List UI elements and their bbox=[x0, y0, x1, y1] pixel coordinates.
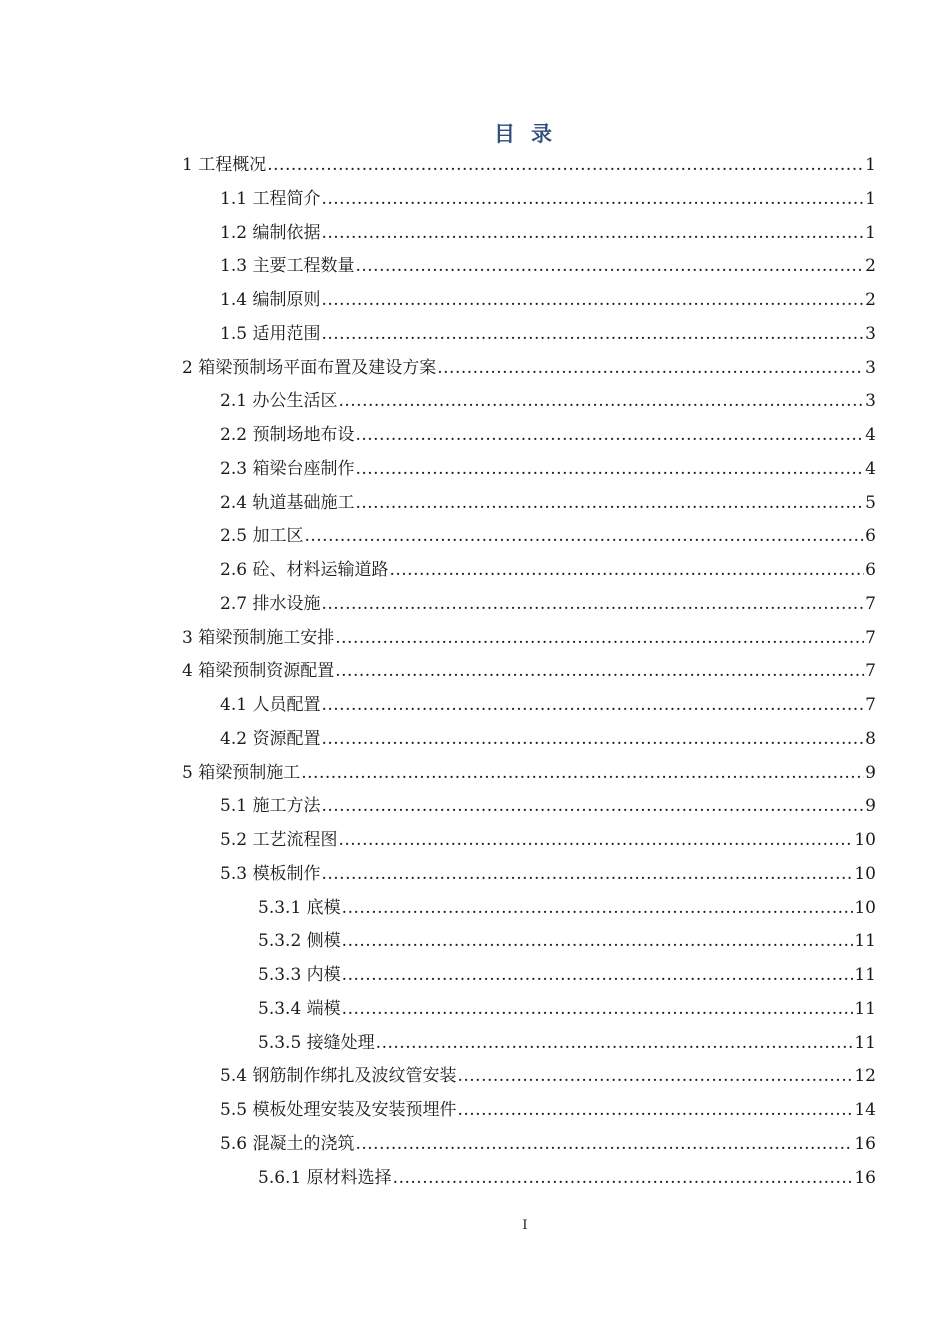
toc-entry[interactable] bbox=[182, 993, 876, 1027]
toc-entry[interactable] bbox=[182, 183, 876, 217]
toc-entry-page: 5 bbox=[865, 492, 876, 513]
toc-entry[interactable] bbox=[182, 149, 876, 183]
toc-entry-text: 5.3.3 内模 bbox=[258, 965, 341, 985]
toc-dot-leader bbox=[437, 352, 864, 386]
toc-entry-page: 3 bbox=[865, 391, 876, 412]
toc-dot-leader bbox=[321, 217, 864, 251]
toc-dot-leader bbox=[342, 993, 854, 1027]
toc-entry[interactable] bbox=[182, 385, 876, 419]
toc-entry-text: 5.1 施工方法 bbox=[220, 796, 321, 817]
toc-dot-leader bbox=[342, 892, 854, 926]
toc-entry-page: 1 bbox=[865, 222, 876, 243]
toc-entry-page: 7 bbox=[865, 661, 876, 682]
toc-entry[interactable] bbox=[182, 419, 876, 453]
toc-entry[interactable] bbox=[182, 554, 876, 588]
toc-entry[interactable] bbox=[182, 453, 876, 487]
toc-entry[interactable] bbox=[182, 925, 876, 959]
toc-entry[interactable] bbox=[182, 959, 876, 993]
toc-entry[interactable] bbox=[182, 284, 876, 318]
toc-dot-leader bbox=[321, 689, 864, 723]
toc-entry-page: 7 bbox=[865, 593, 876, 614]
toc-dot-leader bbox=[393, 1162, 854, 1196]
toc-entry-text: 1.4 编制原则 bbox=[220, 290, 321, 310]
toc-entry-page: 6 bbox=[865, 560, 876, 580]
page-number: I bbox=[522, 1218, 528, 1233]
toc-title: 目录 bbox=[494, 122, 568, 146]
toc-entry[interactable] bbox=[182, 352, 876, 386]
toc-entry-text: 2.3 箱梁台座制作 bbox=[220, 458, 355, 479]
toc-entry-text: 1 工程概况 bbox=[182, 155, 267, 175]
toc-entry[interactable] bbox=[182, 858, 876, 892]
toc-dot-leader bbox=[355, 453, 864, 487]
toc-entry-text: 2.5 加工区 bbox=[220, 526, 304, 547]
toc-entry-page: 11 bbox=[854, 1032, 876, 1053]
toc-dot-leader bbox=[321, 318, 864, 352]
toc-entry[interactable] bbox=[182, 757, 876, 791]
toc-dot-leader bbox=[321, 858, 853, 892]
toc-entry-page: 10 bbox=[854, 830, 876, 850]
toc-entry-page: 6 bbox=[865, 526, 876, 547]
toc-dot-leader bbox=[301, 757, 864, 791]
toc-dot-leader bbox=[335, 655, 864, 689]
toc-entry-text: 5.6.1 原材料选择 bbox=[258, 1167, 392, 1188]
toc-entry-page: 7 bbox=[865, 627, 876, 648]
toc-entry-page: 8 bbox=[865, 728, 876, 749]
toc-entry-text: 5.3.4 端模 bbox=[258, 998, 341, 1019]
toc-dot-leader bbox=[355, 250, 864, 284]
toc-entry-page: 1 bbox=[865, 188, 876, 209]
toc-entry-page: 9 bbox=[865, 796, 876, 817]
toc-entry-text: 5.3.2 侧模 bbox=[258, 931, 341, 952]
toc-entry-text: 2.4 轨道基础施工 bbox=[220, 492, 355, 513]
toc-entry-text: 4.1 人员配置 bbox=[220, 695, 321, 715]
toc-entry-text: 2 箱梁预制场平面布置及建设方案 bbox=[182, 357, 437, 378]
toc-entry-page: 4 bbox=[865, 425, 876, 445]
toc-entry[interactable] bbox=[182, 1162, 876, 1196]
toc-dot-leader bbox=[321, 588, 864, 622]
toc-entry-text: 2.1 办公生活区 bbox=[220, 391, 338, 412]
toc-entry-text: 5.2 工艺流程图 bbox=[220, 830, 338, 850]
toc-entry-text: 3 箱梁预制施工安排 bbox=[182, 627, 335, 648]
toc-entry-page: 3 bbox=[865, 357, 876, 378]
toc-entry-text: 1.2 编制依据 bbox=[220, 222, 321, 243]
toc-dot-leader bbox=[342, 959, 854, 993]
toc-dot-leader bbox=[267, 149, 864, 183]
toc-dot-leader bbox=[457, 1060, 853, 1094]
toc-entry[interactable] bbox=[182, 250, 876, 284]
toc-entry[interactable] bbox=[182, 790, 876, 824]
toc-dot-leader bbox=[335, 622, 864, 656]
toc-dot-leader bbox=[321, 790, 864, 824]
toc-list bbox=[182, 149, 876, 1195]
toc-entry[interactable] bbox=[182, 1027, 876, 1061]
toc-entry-page: 11 bbox=[854, 931, 876, 952]
toc-entry-page: 9 bbox=[865, 762, 876, 783]
toc-dot-leader bbox=[457, 1094, 853, 1128]
toc-entry-page: 11 bbox=[854, 965, 876, 985]
toc-entry-page: 10 bbox=[854, 863, 876, 884]
toc-entry[interactable] bbox=[182, 588, 876, 622]
toc-dot-leader bbox=[355, 419, 864, 453]
toc-entry-text: 2.2 预制场地布设 bbox=[220, 425, 355, 445]
toc-entry[interactable] bbox=[182, 1094, 876, 1128]
toc-dot-leader bbox=[376, 1027, 854, 1061]
toc-dot-leader bbox=[321, 723, 864, 757]
toc-entry-page: 14 bbox=[854, 1100, 876, 1120]
toc-dot-leader bbox=[342, 925, 854, 959]
toc-dot-leader bbox=[355, 1128, 853, 1162]
toc-entry[interactable] bbox=[182, 1128, 876, 1162]
toc-entry-text: 5.3.5 接缝处理 bbox=[258, 1032, 375, 1053]
toc-entry-page: 1 bbox=[865, 155, 876, 175]
toc-dot-leader bbox=[338, 385, 864, 419]
toc-entry-text: 5.3 模板制作 bbox=[220, 863, 321, 884]
toc-entry-page: 10 bbox=[854, 897, 876, 918]
toc-dot-leader bbox=[304, 520, 864, 554]
toc-entry-page: 2 bbox=[865, 256, 876, 277]
toc-entry[interactable] bbox=[182, 622, 876, 656]
toc-entry-text: 4.2 资源配置 bbox=[220, 728, 321, 749]
toc-entry[interactable] bbox=[182, 487, 876, 521]
toc-entry[interactable] bbox=[182, 689, 876, 723]
toc-entry-text: 2.7 排水设施 bbox=[220, 593, 321, 614]
toc-entry-page: 16 bbox=[854, 1167, 876, 1188]
toc-dot-leader bbox=[321, 284, 864, 318]
toc-entry-page: 11 bbox=[854, 998, 876, 1019]
toc-entry[interactable] bbox=[182, 520, 876, 554]
toc-entry-text: 1.3 主要工程数量 bbox=[220, 256, 355, 277]
toc-dot-leader bbox=[338, 824, 853, 858]
toc-entry-text: 4 箱梁预制资源配置 bbox=[182, 661, 335, 682]
toc-entry[interactable] bbox=[182, 892, 876, 926]
toc-entry-page: 4 bbox=[865, 458, 876, 479]
toc-entry-page: 2 bbox=[865, 290, 876, 310]
toc-entry-page: 3 bbox=[865, 323, 876, 344]
toc-entry[interactable] bbox=[182, 655, 876, 689]
toc-entry[interactable] bbox=[182, 1060, 876, 1094]
toc-entry-text: 1.5 适用范围 bbox=[220, 323, 321, 344]
toc-entry[interactable] bbox=[182, 723, 876, 757]
toc-entry-page: 16 bbox=[854, 1133, 876, 1154]
toc-entry-page: 7 bbox=[865, 695, 876, 715]
toc-entry[interactable] bbox=[182, 824, 876, 858]
toc-entry-page: 12 bbox=[854, 1066, 876, 1087]
toc-entry-text: 5.5 模板处理安装及安装预埋件 bbox=[220, 1100, 457, 1120]
toc-dot-leader bbox=[355, 487, 864, 521]
toc-entry-text: 5.6 混凝土的浇筑 bbox=[220, 1133, 355, 1154]
toc-dot-leader bbox=[321, 183, 864, 217]
toc-entry[interactable] bbox=[182, 217, 876, 251]
toc-entry-text: 1.1 工程简介 bbox=[220, 188, 321, 209]
toc-entry[interactable] bbox=[182, 318, 876, 352]
toc-entry-text: 2.6 砼、材料运输道路 bbox=[220, 560, 389, 580]
toc-entry-text: 5 箱梁预制施工 bbox=[182, 762, 301, 783]
toc-entry-text: 5.4 钢筋制作绑扎及波纹管安装 bbox=[220, 1066, 457, 1087]
toc-entry-text: 5.3.1 底模 bbox=[258, 897, 341, 918]
toc-dot-leader bbox=[389, 554, 864, 588]
